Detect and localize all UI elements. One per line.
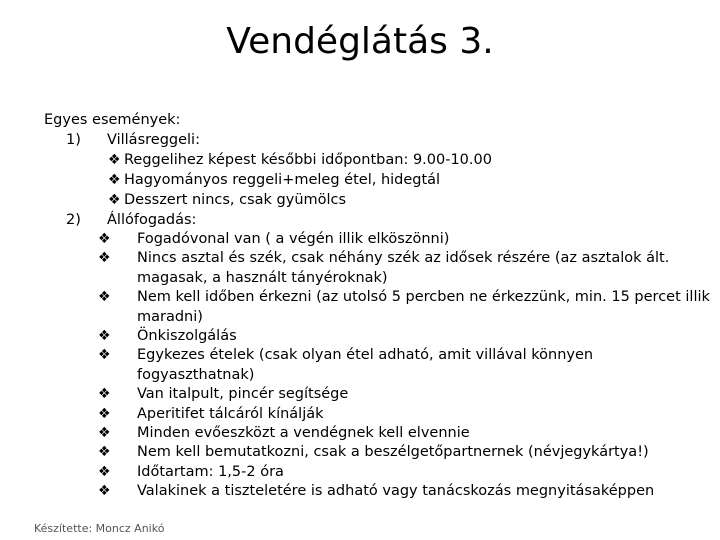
list-item-text: Fogadóvonal van ( a végén illik elköszönni) [137,231,450,247]
list-item-text: Reggelihez képest későbbi időpontban: 9.00-10.00 [124,152,492,168]
list-item-text: Desszert nincs, csak gyümölcs [124,192,347,208]
diamond-bullet-icon: ❖ [108,192,121,208]
list-item [44,443,714,462]
list-item [44,405,714,424]
list-item [44,482,714,501]
diamond-bullet-icon: ❖ [98,444,111,461]
list-item [44,288,714,327]
list-item [44,463,714,482]
list-item-text: Nem kell bemutatkozni, csak a beszélgetőpartnernek (névjegykártya!) [137,444,649,461]
list-item [44,346,714,385]
list-item [44,190,714,210]
section-title: Állófogadás: [107,212,197,228]
list-item-text: Hagyományos reggeli+meleg étel, hidegtál [124,172,441,188]
list-item [44,150,714,170]
list-item-text: Aperitifet tálcáról kínálják [137,405,324,422]
diamond-bullet-icon: ❖ [98,483,111,500]
section-heading [44,210,714,230]
section-number: 2) [66,212,81,228]
section-allofogadas [44,210,714,502]
diamond-bullet-icon: ❖ [98,425,111,442]
section-villasreggeli [44,130,714,210]
list-item-text: Önkiszolgálás [137,328,237,345]
list-item-text: Minden evőeszközt a vendégnek kell elvennie [137,425,470,442]
list-item [44,424,714,443]
bullet-list [44,150,714,210]
diamond-bullet-icon: ❖ [98,289,111,306]
diamond-bullet-icon: ❖ [98,328,111,345]
diamond-bullet-icon: ❖ [98,386,111,403]
section-heading [44,130,714,150]
diamond-bullet-icon: ❖ [98,231,111,247]
author-footer: Készítette: Moncz Anikó [34,522,165,535]
bullet-list [44,230,714,502]
list-item [44,170,714,190]
list-item-text: Egykezes ételek (csak olyan étel adható, amit villával könnyen fogyaszthatnak) [137,347,594,383]
diamond-bullet-icon: ❖ [98,250,111,267]
list-item-text: Van italpult, pincér segítsége [137,386,349,403]
diamond-bullet-icon: ❖ [108,172,121,188]
diamond-bullet-icon: ❖ [98,347,111,364]
list-item-text: Nincs asztal és szék, csak néhány szék az idősek részére (az asztalok ált. magasak, a használt tányéroknak) [137,250,670,286]
list-item [44,385,714,404]
list-item [44,249,714,288]
intro-text: Egyes események: [44,112,181,128]
section-number: 1) [66,132,81,148]
diamond-bullet-icon: ❖ [108,152,121,168]
list-item-text: Valakinek a tiszteletére is adható vagy tanácskozás megnyitásaképpen [137,483,655,500]
list-item [44,230,714,249]
content-body [44,110,714,502]
diamond-bullet-icon: ❖ [98,463,111,480]
list-item-text: Nem kell időben érkezni (az utolsó 5 percben ne érkezzünk, min. 15 percet illik maradni) [137,289,710,325]
section-title: Villásreggeli: [107,132,200,148]
diamond-bullet-icon: ❖ [98,405,111,422]
list-item-text: Időtartam: 1,5-2 óra [137,463,284,480]
list-item [44,327,714,346]
page-title: Vendéglátás 3. [226,21,494,62]
